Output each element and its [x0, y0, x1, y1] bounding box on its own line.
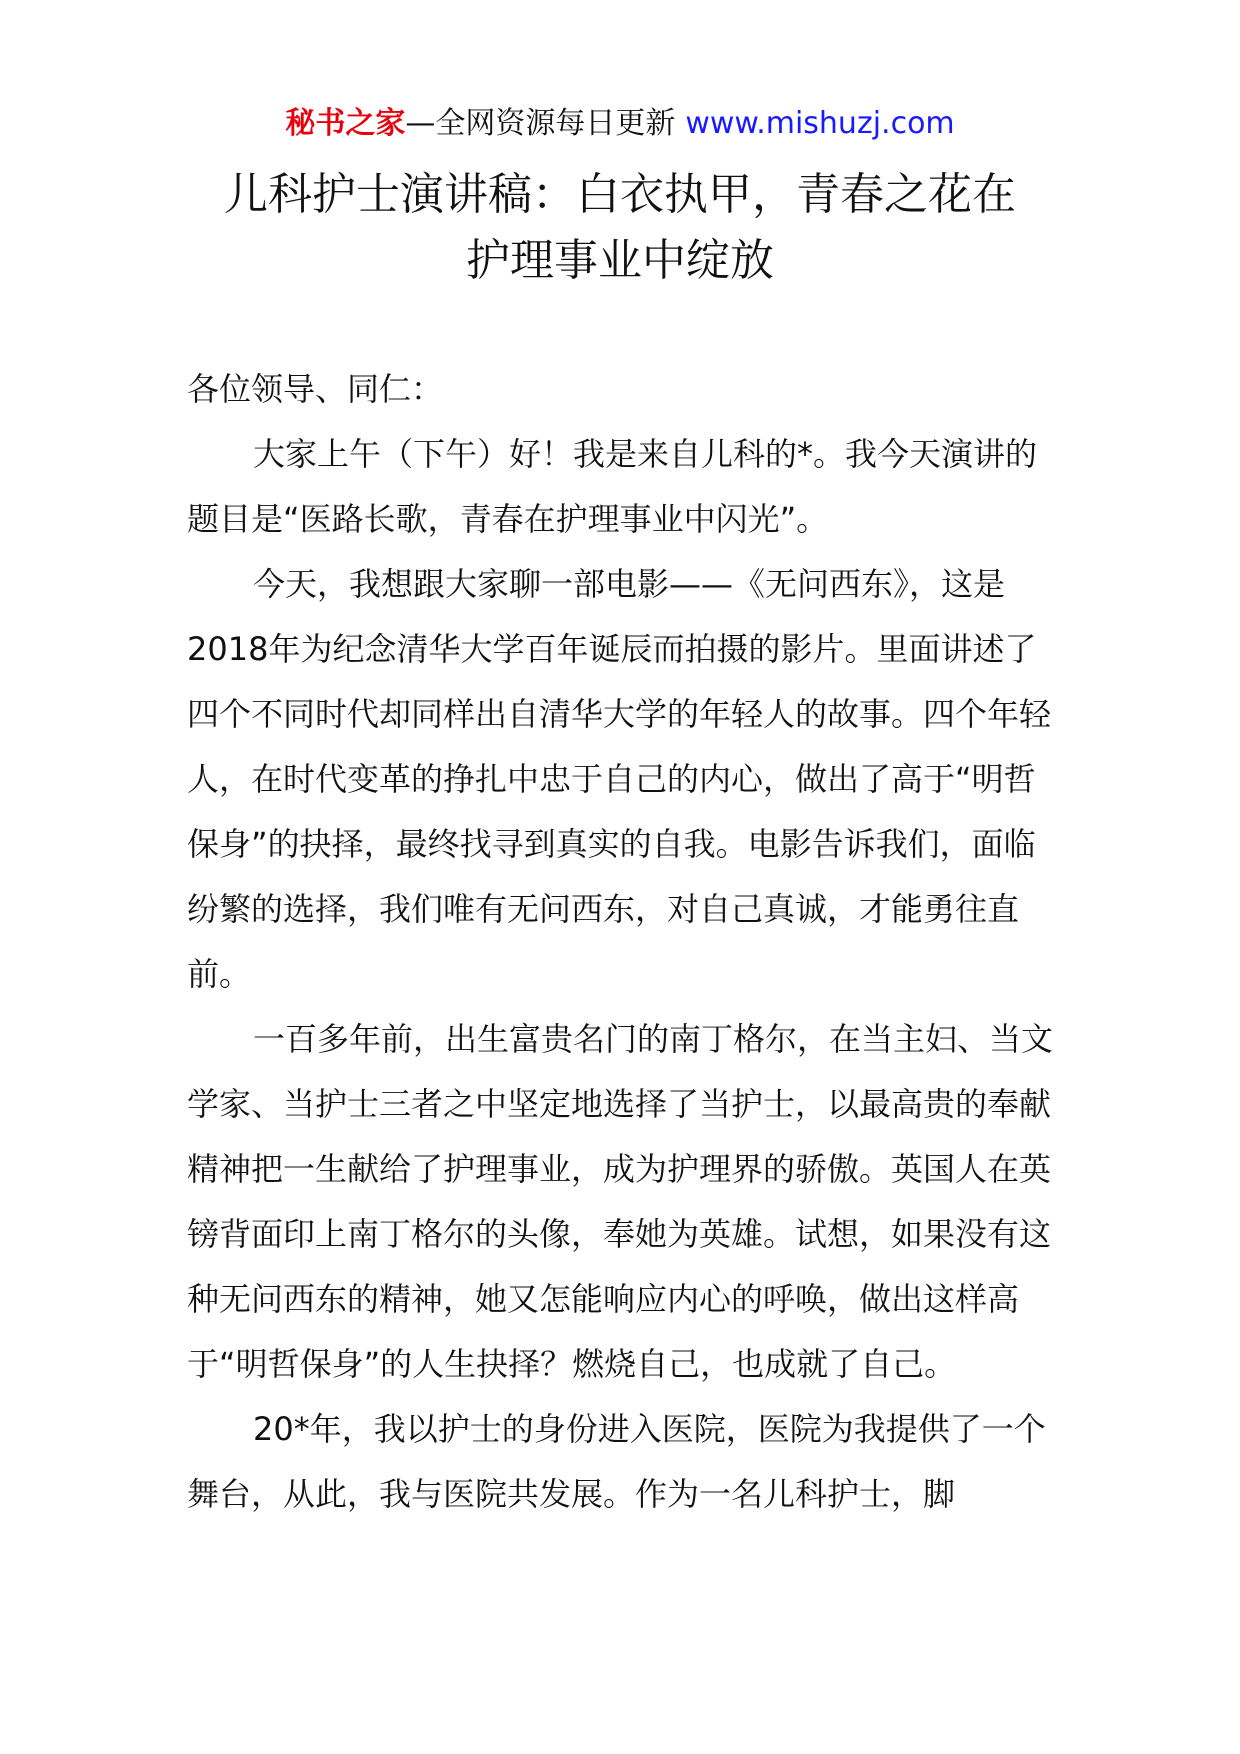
document-body — [187, 357, 1067, 1527]
paragraph-1: 大家上午（下午）好！我是来自儿科的*。我今天演讲的题目是“医路长歌，青春在护理事业中闪光”。 — [187, 435, 1038, 538]
title-line-1: 儿科护士演讲稿：白衣执甲，青春之花在 — [224, 169, 1016, 220]
site-url-link[interactable]: www.mishuzj.com — [685, 106, 955, 141]
header-tagline: —全网资源每日更新 — [405, 106, 676, 141]
title-line-2: 护理事业中绽放 — [466, 235, 774, 286]
document-title — [0, 162, 1240, 294]
paragraph-4: 20*年，我以护士的身份进入医院，医院为我提供了一个舞台，从此，我与医院共发展。作为一名儿科护士，脚 — [187, 1410, 1046, 1513]
brand-name: 秘书之家 — [285, 106, 406, 141]
paragraph-3: 一百多年前，出生富贵名门的南丁格尔，在当主妇、当文学家、当护士三者之中坚定地选择了当护士，以最高贵的奉献精神把一生献给了护理事业，成为护理界的骄傲。英国人在英镑背面印上南丁格尔的头像，奉她为英雄。试想，如果没有这种无问西东的精神，她又怎能响应内心的呼唤，做出这样高于“明哲保身”的人生抉择？燃烧自己，也成就了自己。 — [187, 1020, 1054, 1383]
salutation: 各位领导、同仁： — [187, 370, 444, 408]
site-header — [0, 104, 1240, 144]
paragraph-2: 今天，我想跟大家聊一部电影——《无问西东》，这是2018年为纪念清华大学百年诞辰而拍摄的影片。里面讲述了四个不同时代却同样出自清华大学的年轻人的故事。四个年轻人，在时代变革的挣扎中忠于自己的内心，做出了高于“明哲保身”的抉择，最终找寻到真实的自我。电影告诉我们，面临纷繁的选择，我们唯有无问西东，对自己真诚，才能勇往直前。 — [187, 565, 1052, 993]
